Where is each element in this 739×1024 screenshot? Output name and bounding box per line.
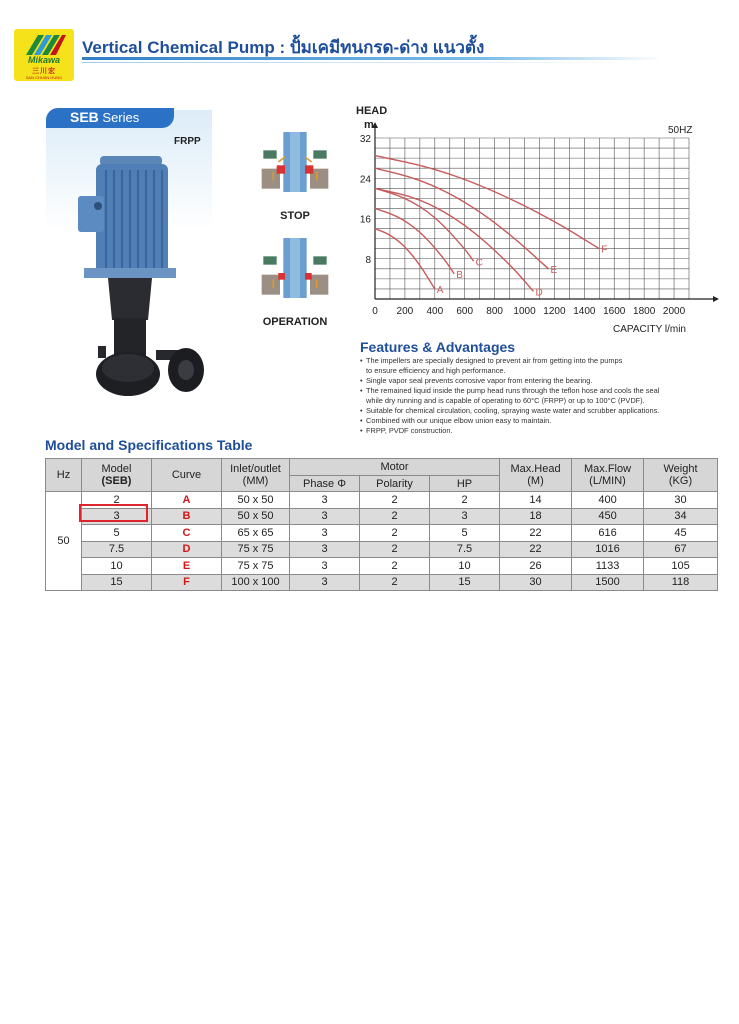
cell-inlet: 75 x 75: [222, 558, 290, 575]
chart-xlabel: CAPACITY l/min: [613, 324, 686, 335]
cell-flow: 400: [572, 492, 644, 509]
cell-polarity: 2: [360, 574, 430, 591]
mikawa-logo: [14, 29, 74, 81]
th-model-label: Model: [101, 463, 132, 475]
th-weight-label: Weight: [663, 463, 698, 475]
cell-phase: 3: [290, 541, 360, 558]
y-tick-label: 32: [359, 134, 371, 145]
series-tab: [46, 108, 174, 128]
logo-subtitle: SAN CHUAN HUNG: [25, 75, 63, 80]
header-divider-thin: [82, 62, 642, 63]
cell-flow: 1133: [572, 558, 644, 575]
x-tick-label: 2000: [662, 306, 686, 317]
x-tick-label: 1800: [633, 306, 656, 317]
x-axis-arrow: [713, 296, 719, 302]
cell-inlet: 75 x 75: [222, 541, 290, 558]
cell-weight: 34: [644, 508, 718, 525]
x-tick-label: 0: [372, 306, 378, 317]
feature-item: • Suitable for chemical circulation, cooling, spraying waste water and scrubber applications.: [360, 406, 730, 416]
cell-curve: E: [152, 558, 222, 575]
th-maxhead-label: Max.Head: [510, 463, 561, 475]
feature-item: • FRPP, PVDF construction.: [360, 426, 730, 436]
y-tick-label: 8: [365, 254, 371, 266]
feature-item-cont: while dry running and is capable of operating to 60°C (FRPP) or up to 100°C (PVDF).: [366, 396, 645, 405]
material-label: FRPP: [174, 136, 201, 147]
series-line-f: [375, 156, 599, 249]
cell-weight: 45: [644, 525, 718, 542]
table-row: [46, 541, 718, 558]
th-hp: HP: [430, 476, 500, 492]
cell-hp: 15: [430, 574, 500, 591]
cell-model: 5: [82, 525, 152, 542]
cell-flow: 616: [572, 525, 644, 542]
x-tick-label: 1400: [573, 306, 596, 317]
cell-phase: 3: [290, 492, 360, 509]
cell-inlet: 50 x 50: [222, 492, 290, 509]
cell-model: 7.5: [82, 541, 152, 558]
cell-phase: 3: [290, 508, 360, 525]
cell-inlet: 100 x 100: [222, 574, 290, 591]
cell-hp: 5: [430, 525, 500, 542]
logo-brand: Mikawa: [27, 55, 60, 65]
chart-frequency: 50HZ: [668, 125, 693, 136]
mounting-plate: [84, 268, 176, 278]
terminal-box: [78, 196, 104, 232]
th-maxflow-label: Max.Flow: [583, 463, 632, 475]
y-tick-label: 16: [359, 214, 371, 226]
table-row: [46, 525, 718, 542]
cell-curve: B: [152, 508, 222, 525]
cell-flow: 450: [572, 508, 644, 525]
stop-label: STOP: [280, 210, 310, 222]
th-maxhead: [500, 459, 572, 492]
header-divider: [82, 57, 662, 60]
y-tick-label: 24: [359, 174, 371, 186]
th-model: [82, 459, 152, 492]
spec-table: [45, 458, 718, 591]
feature-item: • The impellers are specially designed to prevent air from getting into the pumps: [360, 356, 730, 366]
cell-curve: D: [152, 541, 222, 558]
chart-yunit: m: [364, 119, 374, 131]
cell-model: 15: [82, 574, 152, 591]
cell-polarity: 2: [360, 525, 430, 542]
seal-operation-diagram: [255, 238, 335, 298]
cell-polarity: 2: [360, 492, 430, 509]
cell-weight: 30: [644, 492, 718, 509]
features-title: Features & Advantages: [360, 339, 516, 355]
th-phase: Phase Φ: [290, 476, 360, 492]
x-tick-label: 600: [456, 306, 474, 317]
cell-head: 22: [500, 541, 572, 558]
cell-hp: 3: [430, 508, 500, 525]
cell-curve: A: [152, 492, 222, 509]
cell-head: 26: [500, 558, 572, 575]
x-tick-label: 1000: [513, 306, 536, 317]
cell-phase: 3: [290, 574, 360, 591]
cell-head: 14: [500, 492, 572, 509]
selected-model-highlight: [79, 504, 148, 522]
table-row: [46, 574, 718, 591]
series-label-e: E: [550, 264, 558, 276]
th-maxflow-sub: (L/MIN): [589, 475, 626, 487]
series-suffix: Series: [98, 110, 140, 125]
th-inlet-label: Inlet/outlet: [230, 463, 281, 475]
cell-model: 2: [82, 492, 152, 509]
x-tick-label: 400: [426, 306, 444, 317]
x-tick-label: 1200: [543, 306, 566, 317]
cell-hp: 10: [430, 558, 500, 575]
logo-stripes-icon: [22, 33, 66, 55]
page-title: Vertical Chemical Pump : ปั้มเคมีทนกรด-ด่าง แนวตั้ง: [82, 38, 485, 57]
cell-polarity: 2: [360, 508, 430, 525]
logo-chinese: 三川宏: [32, 68, 56, 75]
th-maxhead-sub: (M): [527, 475, 544, 487]
cell-polarity: 2: [360, 541, 430, 558]
cell-weight: 105: [644, 558, 718, 575]
pump-image: [70, 150, 220, 405]
th-polarity: Polarity: [360, 476, 430, 492]
th-maxflow: [572, 459, 644, 492]
table-row: [46, 558, 718, 575]
cell-model: 10: [82, 558, 152, 575]
cell-model: 3: [82, 508, 152, 525]
cell-hp: 7.5: [430, 541, 500, 558]
feature-item: • Combined with our unique elbow union easy to maintain.: [360, 416, 730, 426]
x-tick-label: 800: [486, 306, 503, 317]
cell-hz: 50: [46, 492, 82, 591]
cell-hp: 2: [430, 492, 500, 509]
x-tick-label: 200: [396, 306, 414, 317]
cell-head: 22: [500, 525, 572, 542]
chart-ylabel: HEAD: [356, 105, 388, 117]
cell-flow: 1016: [572, 541, 644, 558]
series-label-c: C: [475, 257, 483, 269]
cell-phase: 3: [290, 558, 360, 575]
series-label-d: D: [535, 287, 543, 299]
cell-curve: C: [152, 525, 222, 542]
feature-item: • The remained liquid inside the pump head runs through the teflon hose and cools the seal: [360, 386, 730, 396]
series-label-b: B: [456, 269, 463, 281]
series-name: SEB: [70, 109, 99, 125]
performance-chart: [350, 100, 730, 340]
th-inlet: [222, 459, 290, 492]
cell-weight: 67: [644, 541, 718, 558]
th-weight: [644, 459, 718, 492]
features-list: [360, 356, 730, 436]
cell-weight: 118: [644, 574, 718, 591]
cell-inlet: 65 x 65: [222, 525, 290, 542]
table-title: Model and Specifications Table: [45, 437, 253, 453]
feature-item: • Single vapor seal prevents corrosive vapor from entering the bearing.: [360, 376, 730, 386]
th-weight-sub: (KG): [668, 475, 693, 487]
cell-phase: 3: [290, 525, 360, 542]
series-label-a: A: [436, 284, 444, 296]
th-motor: Motor: [290, 459, 500, 476]
th-curve: Curve: [152, 459, 222, 492]
cell-head: 30: [500, 574, 572, 591]
th-model-sub: (SEB): [101, 475, 132, 487]
cell-head: 18: [500, 508, 572, 525]
seal-stop-diagram: [255, 132, 335, 192]
th-hz: Hz: [46, 459, 82, 492]
pump-column: [108, 278, 152, 320]
series-label-f: F: [601, 244, 608, 256]
feature-item-cont: to ensure efficiency and high performance.: [366, 366, 506, 375]
x-tick-label: 1600: [603, 306, 626, 317]
cell-inlet: 50 x 50: [222, 508, 290, 525]
cell-polarity: 2: [360, 558, 430, 575]
cell-curve: F: [152, 574, 222, 591]
cell-flow: 1500: [572, 574, 644, 591]
operation-label: OPERATION: [262, 316, 328, 328]
th-inlet-sub: (MM): [242, 475, 269, 487]
